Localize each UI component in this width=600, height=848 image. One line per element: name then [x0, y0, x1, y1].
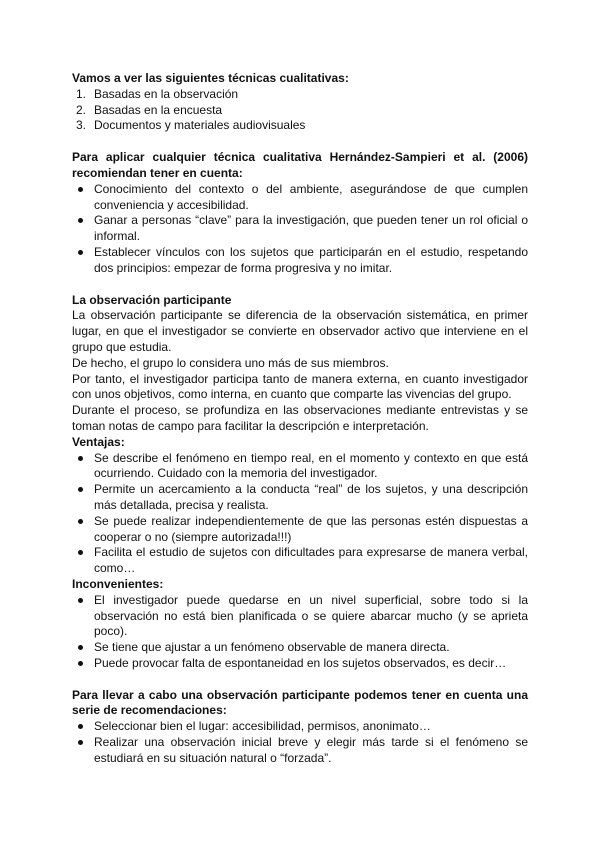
- list-item: [72, 118, 528, 134]
- bullet-icon: [78, 661, 83, 666]
- list-item-text: Realizar una observación inicial breve y elegir más tarde si el fenómeno se estudiará en su situación natural o “forzada”.: [94, 735, 528, 765]
- bullet-icon: [78, 645, 83, 650]
- list-item: [72, 545, 528, 577]
- list-item: [72, 213, 528, 245]
- bullet-icon: [78, 724, 83, 729]
- list-item: [72, 451, 528, 483]
- bullet-icon: [78, 598, 83, 603]
- bullet-icon: [78, 218, 83, 223]
- list-item-text: Seleccionar bien el lugar: accesibilidad, permisos, anonimato…: [94, 719, 431, 734]
- list-item: [72, 103, 528, 119]
- list-item-text: Facilita el estudio de sujetos con dificultades para expresarse de manera verbal, como…: [94, 545, 528, 576]
- list-item-text: Se puede realizar independientemente de que las personas estén dispuestas a cooperar o no (siempre autorizada!!!): [94, 513, 528, 544]
- list-item: [72, 656, 528, 672]
- list-item: [72, 482, 528, 514]
- list-item-text: Se describe el fenómeno en tiempo real, en el momento y contexto en que está ocurriendo. Cuidado con la memoria del investigador.: [94, 450, 528, 481]
- bullet-icon: [78, 550, 83, 555]
- bullet-list-inconvenientes: [72, 593, 528, 672]
- list-item-text: Se tiene que ajustar a un fenómeno observable de manera directa.: [94, 640, 450, 655]
- bullet-icon: [78, 250, 83, 255]
- section-techniques: [72, 71, 528, 134]
- bullet-icon: [78, 187, 83, 192]
- list-item: [72, 245, 528, 277]
- paragraph: La observación participante se diferencia de la observación sistemática, en primer lugar, en que el investigador se convierte en observador activo que interviene en el grupo que estudia.: [72, 308, 528, 354]
- section-observation-tips: [72, 688, 528, 767]
- subheading-ventajas: Ventajas:: [72, 434, 125, 449]
- list-item-text: El investigador puede quedarse en un nivel superficial, sobre todo si la observación no está bien planificada o se quiere abarcar mucho (y se aprieta poco).: [94, 592, 528, 639]
- section-heading: La observación participante: [72, 292, 232, 307]
- list-item: [72, 719, 528, 735]
- bullet-icon: [78, 487, 83, 492]
- section-heading: Vamos a ver las siguientes técnicas cualitativas:: [72, 71, 349, 85]
- subheading-inconvenientes: Inconvenientes:: [72, 576, 164, 591]
- paragraph: Durante el proceso, se profundiza en las observaciones mediante entrevistas y se toman notas de campo para facilitar la descripción e interpretación.: [72, 403, 528, 433]
- list-item-text: Basadas en la observación: [94, 86, 239, 101]
- section-recommendations: [72, 150, 528, 276]
- bullet-icon: [78, 519, 83, 524]
- section-heading: Para llevar a cabo una observación participante podemos tener en cuenta una serie de recomendaciones:: [72, 687, 528, 718]
- list-item: [72, 182, 528, 214]
- bullet-list: [72, 182, 528, 277]
- bullet-icon: [78, 456, 83, 461]
- section-participant-observation: [72, 293, 528, 672]
- list-number: 3.: [76, 118, 87, 133]
- list-item: [72, 735, 528, 767]
- list-item: [72, 87, 528, 103]
- bullet-list: [72, 719, 528, 766]
- list-item-text: Basadas en la encuesta: [94, 102, 223, 117]
- list-item: [72, 640, 528, 656]
- list-item-text: Conocimiento del contexto o del ambiente, asegurándose de que cumplen conveniencia y accesibilidad.: [94, 181, 528, 212]
- bullet-icon: [78, 740, 83, 745]
- paragraph: De hecho, el grupo lo considera uno más de sus miembros.: [72, 355, 389, 370]
- list-item: [72, 593, 528, 640]
- bullet-list-ventajas: [72, 451, 528, 577]
- numbered-list: [72, 87, 528, 134]
- paragraph: Por tanto, el investigador participa tanto de manera externa, en cuanto investigador con unos objetivos, como interna, en cuanto que comparte las vivencias del grupo.: [72, 371, 528, 402]
- list-item-text: Puede provocar falta de espontaneidad en los sujetos observados, es decir…: [94, 655, 507, 670]
- list-number: 1.: [76, 86, 87, 101]
- list-number: 2.: [76, 102, 87, 117]
- section-heading: Para aplicar cualquier técnica cualitativa Hernández-Sampieri et al. (2006) recomiendan tener en cuenta:: [72, 150, 528, 180]
- list-item-text: Documentos y materiales audiovisuales: [94, 118, 306, 133]
- list-item-text: Ganar a personas “clave” para la investigación, que pueden tener un rol oficial o informal.: [94, 213, 528, 244]
- list-item-text: Establecer vínculos con los sujetos que participarán en el estudio, respetando dos principios: empezar de forma progresiva y no imitar.: [94, 244, 528, 275]
- list-item: [72, 514, 528, 546]
- list-item-text: Permite un acercamiento a la conducta “real” de los sujetos, y una descripción más detallada, precisa y realista.: [94, 482, 528, 512]
